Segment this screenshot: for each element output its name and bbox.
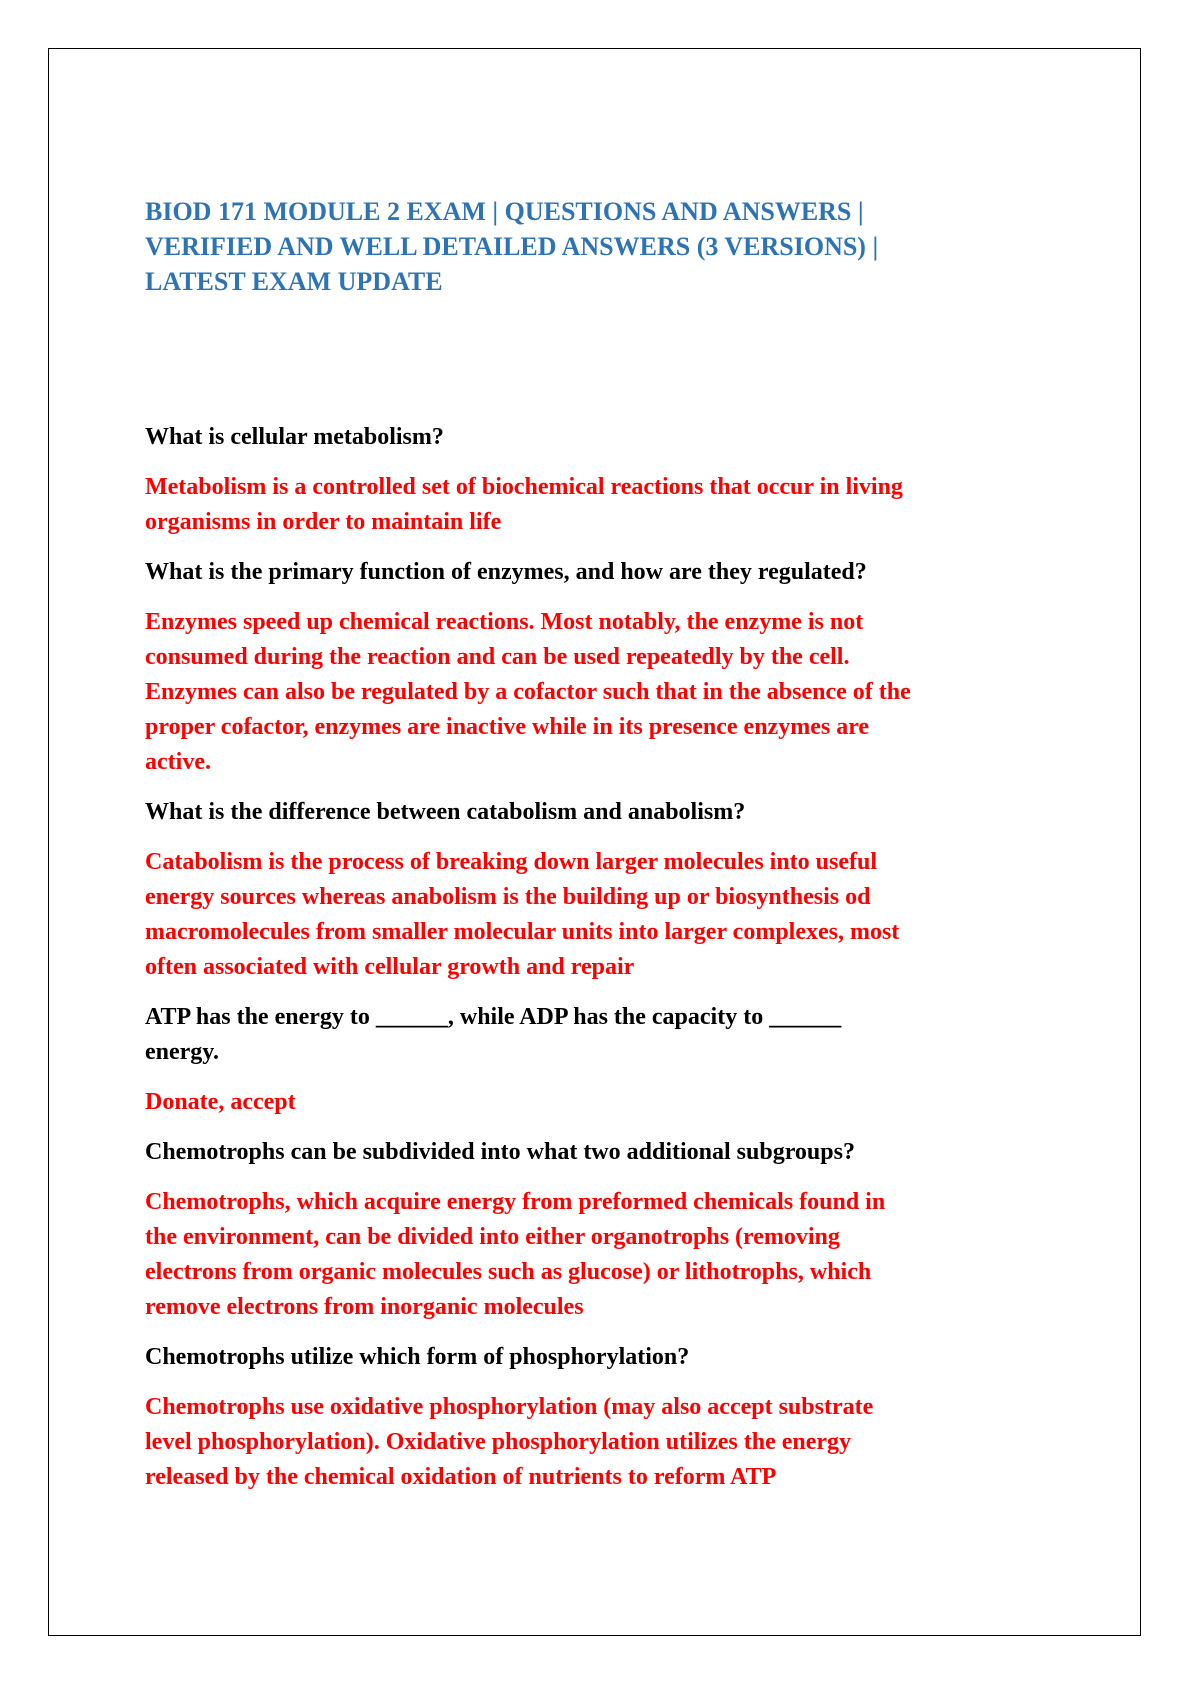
answer-line: proper cofactor, enzymes are inactive while in its presence enzymes are [145,714,870,740]
answer-line: Catabolism is the process of breaking down larger molecules into useful [145,849,878,875]
question-line: Chemotrophs utilize which form of phosphorylation? [145,1344,690,1370]
question-line: Chemotrophs can be subdivided into what two additional subgroups? [145,1139,855,1165]
answer-line: macromolecules from smaller molecular units into larger complexes, most [145,919,900,945]
answer-line: energy sources whereas anabolism is the building up or biosynthesis od [145,884,871,910]
answer-line: consumed during the reaction and can be used repeatedly by the cell. [145,644,850,670]
answer-line: the environment, can be divided into either organotrophs (removing [145,1224,840,1250]
title-line: VERIFIED AND WELL DETAILED ANSWERS (3 VERSIONS) | [145,232,879,261]
answer-line: level phosphorylation). Oxidative phosphorylation utilizes the energy [145,1429,852,1455]
question-5 [145,1135,1075,1170]
document-title [145,194,1085,299]
answer-line: released by the chemical oxidation of nutrients to reform ATP [145,1464,777,1490]
answer-4 [145,1085,1075,1120]
question-4 [145,1000,1075,1070]
question-1 [145,420,1075,455]
answer-line: Chemotrophs use oxidative phosphorylation (may also accept substrate [145,1394,874,1420]
answer-line: Enzymes can also be regulated by a cofactor such that in the absence of the [145,679,911,705]
answer-line: Metabolism is a controlled set of biochemical reactions that occur in living [145,474,903,500]
answer-3 [145,845,1075,985]
question-line: energy. [145,1039,219,1065]
answer-line: often associated with cellular growth and repair [145,954,635,980]
question-line: ATP has the energy to ______, while ADP has the capacity to ______ [145,1004,842,1030]
answer-line: electrons from organic molecules such as glucose) or lithotrophs, which [145,1259,872,1285]
answer-6 [145,1390,1075,1495]
answer-line: active. [145,749,211,775]
question-6 [145,1340,1075,1375]
answer-1 [145,470,1075,540]
question-line: What is the difference between catabolism and anabolism? [145,799,746,825]
answer-line: Enzymes speed up chemical reactions. Most notably, the enzyme is not [145,609,864,635]
answer-line: remove electrons from inorganic molecules [145,1294,584,1320]
title-line: BIOD 171 MODULE 2 EXAM | QUESTIONS AND ANSWERS | [145,197,864,226]
question-3 [145,795,1075,830]
question-line: What is the primary function of enzymes, and how are they regulated? [145,559,867,585]
answer-line: Chemotrophs, which acquire energy from preformed chemicals found in [145,1189,886,1215]
title-line: LATEST EXAM UPDATE [145,267,443,296]
qa-list [145,420,1075,1510]
question-line: What is cellular metabolism? [145,424,444,450]
answer-line: Donate, accept [145,1089,296,1115]
answer-line: organisms in order to maintain life [145,509,502,535]
answer-2 [145,605,1075,780]
answer-5 [145,1185,1075,1325]
question-2 [145,555,1075,590]
